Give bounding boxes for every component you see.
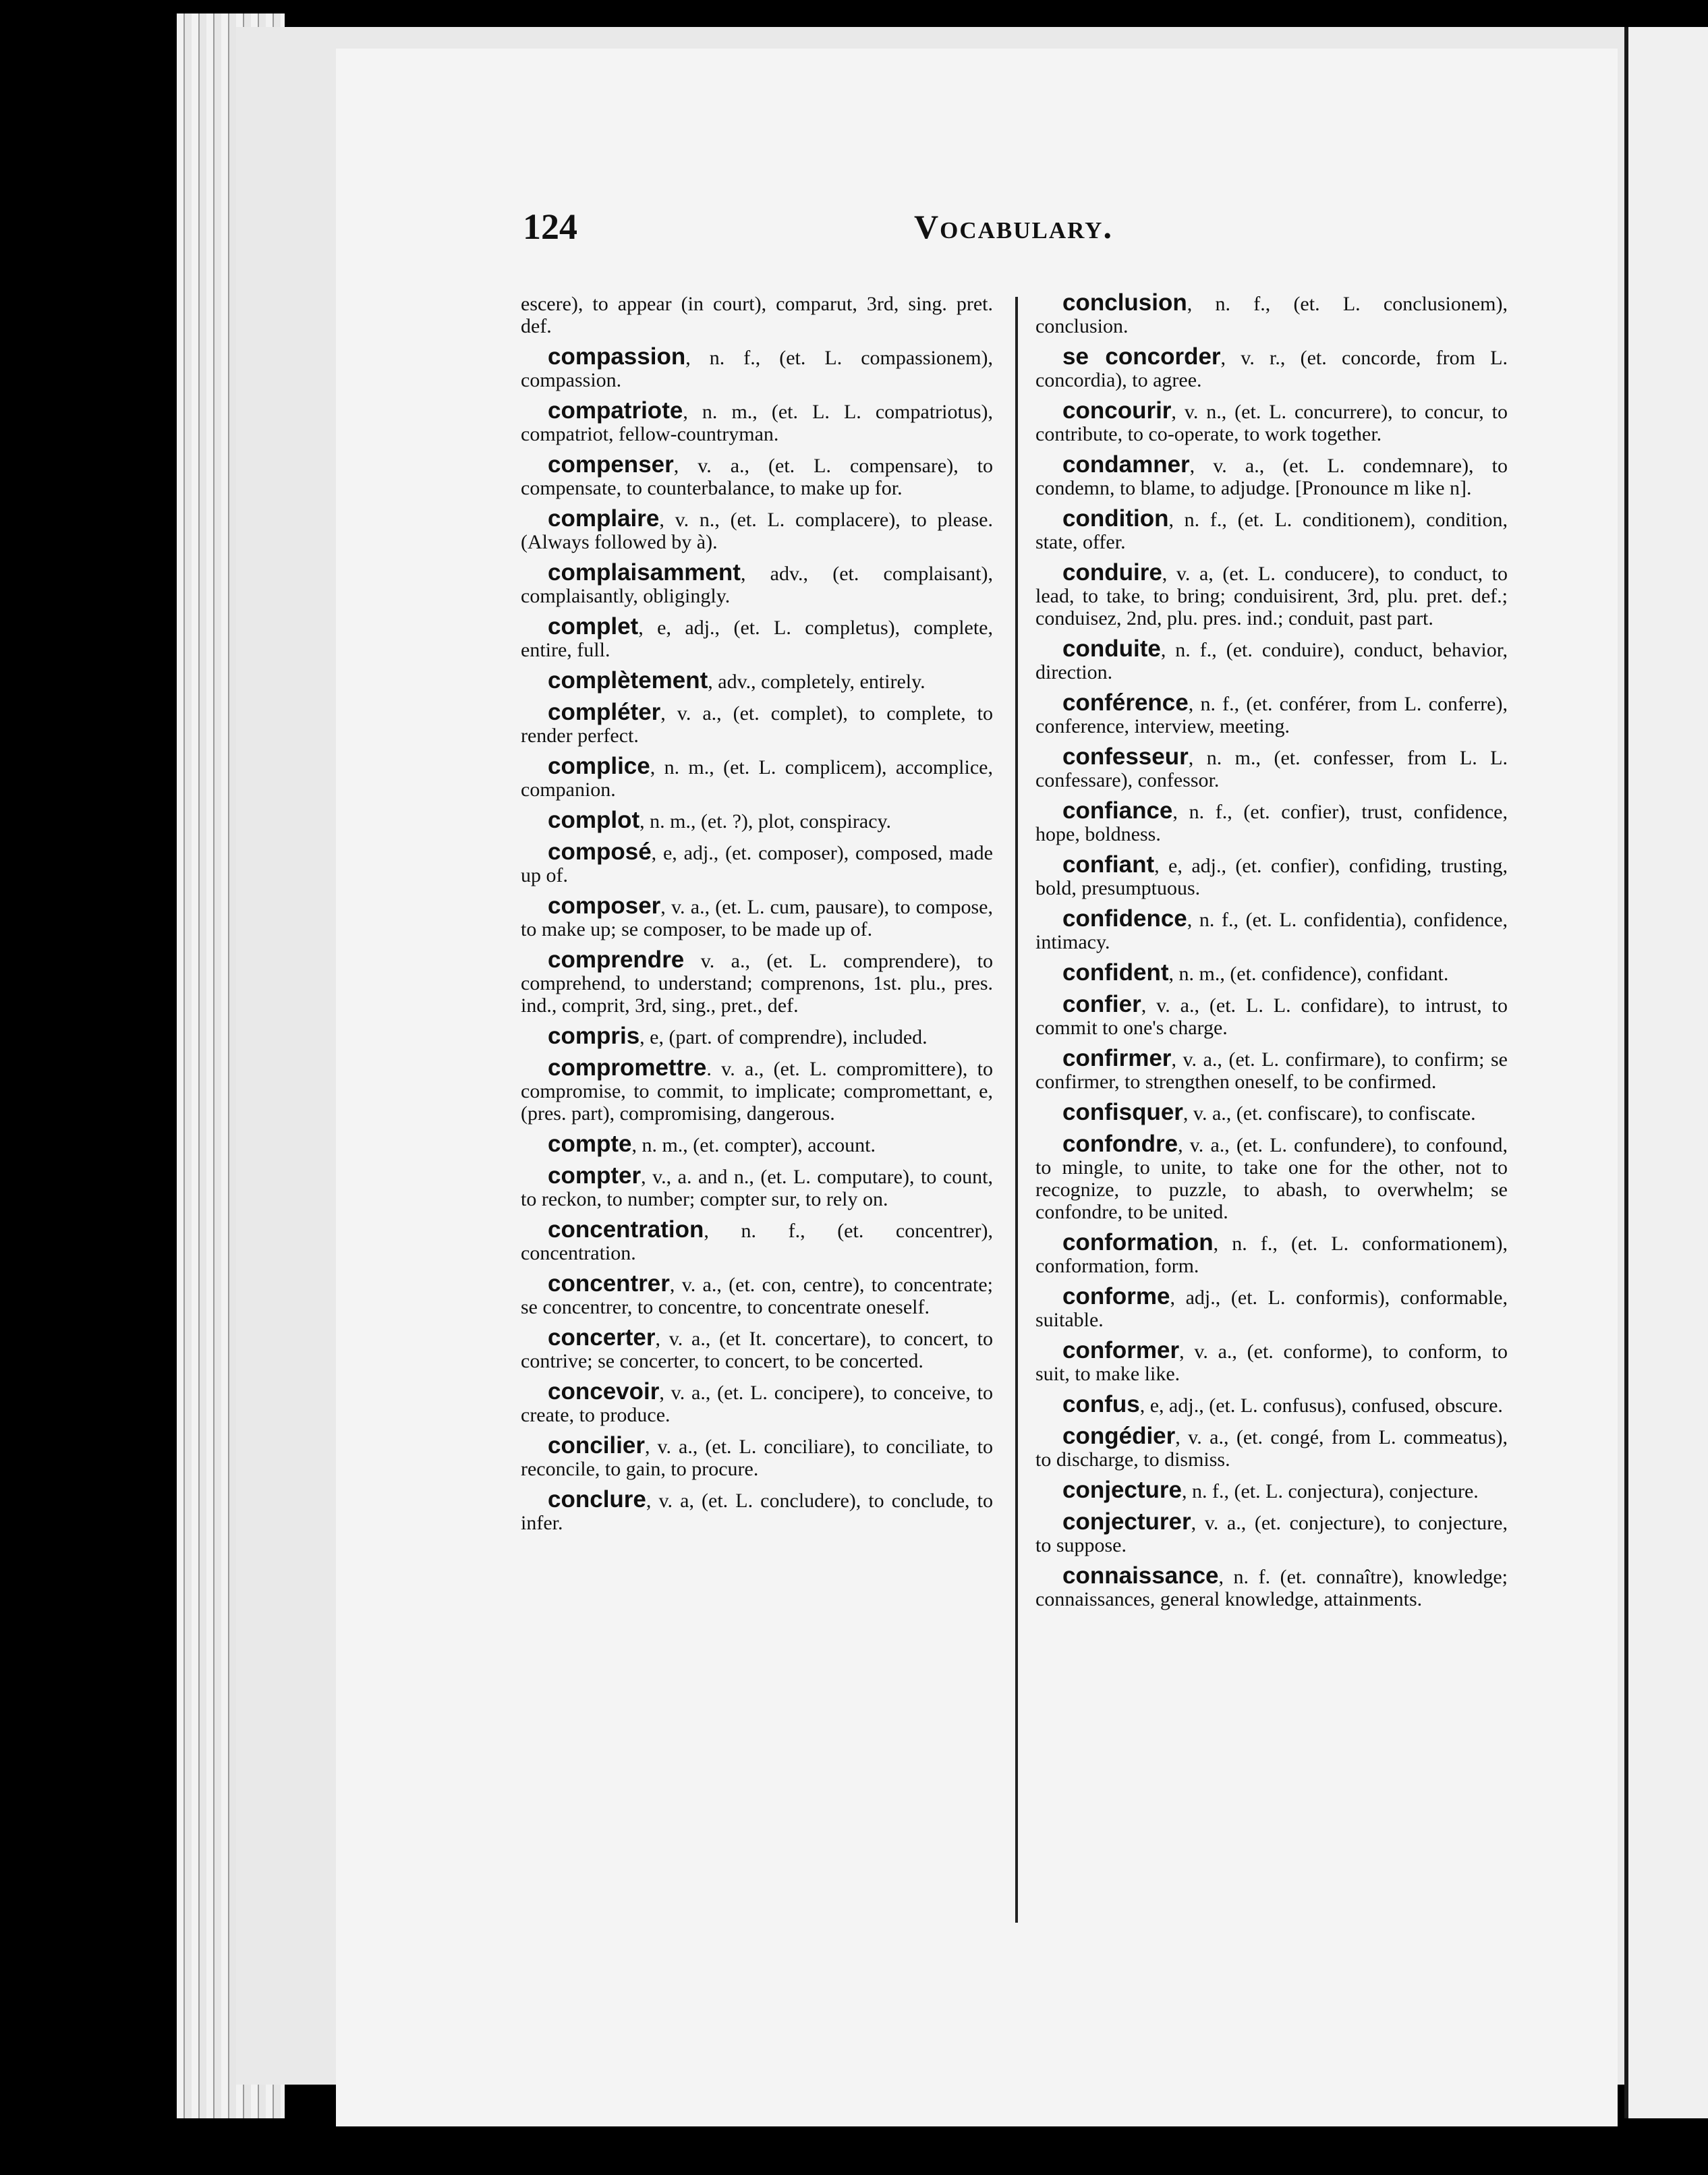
entry-headword: conduite — [1062, 635, 1161, 662]
entry-definition: , n. f. (et. connaître), knowledge; connaissances, general knowledge, attainments. — [1035, 1566, 1508, 1610]
entry-headword: confesseur — [1062, 743, 1189, 770]
entry-definition: , n. m., (et. confesser, from L. L. confessare), confessor. — [1035, 747, 1508, 791]
dictionary-entry — [1035, 507, 1508, 553]
dictionary-entry — [1035, 1564, 1508, 1610]
entry-definition: , n. f., (et. concentrer), concentration. — [521, 1220, 993, 1264]
dictionary-entry — [1035, 1133, 1508, 1223]
entry-definition: , n. f., (et. L. conformationem), conformation, form. — [1035, 1233, 1508, 1277]
dictionary-entry — [1035, 291, 1508, 337]
entry-headword: complice — [548, 753, 650, 779]
entry-definition: . v. a., (et. L. compromittere), to compromise, to commit, to implicate; compromettant, e, (pres. part), compromising, dangerous. — [521, 1058, 993, 1125]
entry-definition: , v. a., (et. con, centre), to concentrate; se concentrer, to concentre, to concentrate oneself. — [521, 1274, 993, 1318]
entry-definition: , v., a. and n., (et. L. computare), to count, to reckon, to number; compter sur, to rely on. — [521, 1166, 993, 1210]
dictionary-entry — [521, 615, 993, 661]
facing-page-edge — [1624, 27, 1708, 2118]
entry-headword: confus — [1062, 1391, 1140, 1417]
entry-headword: confiant — [1062, 851, 1155, 878]
dictionary-entry — [1035, 1285, 1508, 1331]
dictionary-entry — [521, 1326, 993, 1372]
entry-headword: compte — [548, 1131, 632, 1157]
entry-headword: confident — [1062, 959, 1169, 986]
entry-headword: conforme — [1062, 1283, 1170, 1309]
entry-headword: confiance — [1062, 797, 1173, 824]
entry-definition: , v. a, (et. L. conducere), to conduct, to lead, to take, to bring; conduisirent, 3rd, plu. pret. def.; conduisez, 2nd, plu. pres. ind.; conduit, past part. — [1035, 563, 1508, 629]
entry-headword: confisquer — [1062, 1099, 1183, 1125]
dictionary-entry — [1035, 1101, 1508, 1125]
entry-headword: compléter — [548, 699, 661, 725]
entry-definition: , n. m., (et. confidence), confidant. — [1168, 963, 1449, 985]
entry-headword: conjecture — [1062, 1477, 1182, 1503]
entry-headword: concentration — [548, 1216, 704, 1243]
dictionary-entry — [521, 1434, 993, 1480]
entry-headword: concentrer — [548, 1270, 670, 1297]
page-number: 124 — [523, 206, 577, 247]
entry-headword: connaissance — [1062, 1562, 1219, 1589]
entry-definition: , v. a., (et. congé, from L. commeatus), to discharge, to dismiss. — [1035, 1426, 1508, 1471]
dictionary-entry — [521, 1272, 993, 1318]
entry-definition: , n. f., (et. conférer, from L. conferre), conference, interview, meeting. — [1035, 693, 1508, 737]
entry-headword: concerter — [548, 1324, 656, 1351]
dictionary-entry — [1035, 1425, 1508, 1471]
dictionary-entry — [521, 949, 993, 1017]
dictionary-entry — [521, 895, 993, 940]
entry-headword: comprendre — [548, 947, 685, 973]
entry-definition: , e, adj., (et. composer), composed, made up of. — [521, 842, 993, 886]
dictionary-entry — [521, 453, 993, 499]
entry-definition: , v. a., (et. L. conciliare), to conciliate, to reconcile, to gain, to procure. — [521, 1436, 993, 1480]
dictionary-entry — [1035, 1339, 1508, 1385]
dictionary-entry — [1035, 1510, 1508, 1556]
entry-definition: , v. a., (et. complet), to complete, to render perfect. — [521, 702, 993, 747]
entry-headword: conduire — [1062, 559, 1162, 586]
dictionary-entry — [1035, 745, 1508, 791]
entry-definition: , adv., (et. complaisant), complaisantly, obligingly. — [521, 563, 993, 607]
entry-definition: , n. f., (et. conduire), conduct, behavior, direction. — [1035, 639, 1508, 683]
entry-headword: condamner — [1062, 451, 1190, 478]
entry-headword: confier — [1062, 991, 1141, 1017]
dictionary-entry — [1035, 1231, 1508, 1277]
dictionary-entry — [1035, 1479, 1508, 1502]
dictionary-entry — [1035, 993, 1508, 1039]
entry-definition: , v. a., (et. L. concipere), to conceive, to create, to produce. — [521, 1382, 993, 1426]
dictionary-entry — [1035, 907, 1508, 953]
entry-definition: , e, adj., (et. L. completus), complete, entire, full. — [521, 617, 993, 661]
entry-headword: composé — [548, 839, 652, 865]
entry-definition: , n. f., (et. confier), trust, confidence, hope, boldness. — [1035, 801, 1508, 845]
entry-definition: , v. n., (et. L. concurrere), to concur, to contribute, to co-operate, to work together. — [1035, 401, 1508, 445]
entry-headword: complet — [548, 613, 639, 640]
entry-definition: , v. a., (et. L. condemnare), to condemn, to blame, to adjudge. [Pronounce m like n]. — [1035, 455, 1508, 499]
dictionary-entry — [521, 1488, 993, 1534]
dictionary-entry — [1035, 561, 1508, 629]
entry-definition: , n. f., (et. L. conditionem), condition, state, offer. — [1035, 509, 1508, 553]
dictionary-entry — [521, 809, 993, 832]
entry-headword: condition — [1062, 505, 1169, 532]
dictionary-entry — [521, 1025, 993, 1048]
entry-headword: conclure — [548, 1486, 646, 1513]
entry-definition: , e, (part. of comprendre), included. — [639, 1026, 928, 1048]
right-column — [1035, 291, 1508, 1618]
entry-definition: , n. m., (et. L. L. compatriotus), compatriot, fellow-countryman. — [521, 401, 993, 445]
dictionary-entry — [1035, 799, 1508, 845]
entry-definition: , n. m., (et. compter), account. — [631, 1134, 876, 1156]
entry-definition: , n. m., (et. ?), plot, conspiracy. — [639, 810, 892, 832]
dictionary-entry — [1035, 691, 1508, 737]
entry-headword: concilier — [548, 1432, 645, 1459]
entry-definition: , n. f., (et. L. compassionem), compassion. — [521, 347, 993, 391]
entry-definition: , v. n., (et. L. complacere), to please. (Always followed by à). — [521, 509, 993, 553]
entry-headword: compenser — [548, 451, 674, 478]
dictionary-entry — [521, 701, 993, 747]
entry-headword: complot — [548, 807, 640, 833]
dictionary-entry — [521, 1164, 993, 1210]
entry-headword: compassion — [548, 343, 686, 370]
entry-definition: , v. a, (et. L. concludere), to conclude, to infer. — [521, 1490, 993, 1534]
entry-definition: , v. a., (et. confiscare), to confiscate. — [1183, 1102, 1476, 1125]
dictionary-entry — [1035, 853, 1508, 899]
entry-definition: , v. a., (et. L. cum, pausare), to compose, to make up; se composer, to be made up of. — [521, 896, 993, 940]
dictionary-entry — [1035, 399, 1508, 445]
dictionary-entry — [1035, 1047, 1508, 1093]
entry-headword: complètement — [548, 667, 708, 694]
entry-headword: complaisamment — [548, 559, 741, 586]
entry-definition: , e, adj., (et. confier), confiding, trusting, bold, presumptuous. — [1035, 855, 1508, 899]
page-title: Vocabulary. — [914, 208, 1113, 246]
entry-headword: conformation — [1062, 1229, 1214, 1255]
dictionary-entry — [1035, 453, 1508, 499]
entry-headword: confidence — [1062, 905, 1187, 932]
entry-headword: conférence — [1062, 689, 1189, 716]
entry-definition: , n. m., (et. L. complicem), accomplice, companion. — [521, 756, 993, 801]
entry-headword: concourir — [1062, 397, 1172, 424]
dictionary-entry — [521, 1380, 993, 1426]
entry-definition: , n. f., (et. L. confidentia), confidence, intimacy. — [1035, 909, 1508, 953]
entry-definition: v. a., (et. L. comprendere), to comprehend, to understand; comprenons, 1st. plu., pres. ind., comprit, 3rd, sing., pret., def. — [521, 950, 993, 1017]
entry-definition: , v. r., (et. concorde, from L. concordia), to agree. — [1035, 347, 1508, 391]
entry-definition: , v. a., (et. L. L. confidare), to intrust, to commit to one's charge. — [1035, 994, 1508, 1039]
dictionary-entry — [521, 561, 993, 607]
entry-headword: compter — [548, 1162, 642, 1189]
dictionary-entry — [521, 507, 993, 553]
entry-headword: se concorder — [1062, 343, 1221, 370]
entry-definition: , n. f., (et. L. conclusionem), conclusion. — [1035, 293, 1508, 337]
entry-definition: , adv., completely, entirely. — [708, 671, 926, 693]
dictionary-entry — [1035, 345, 1508, 391]
entry-definition: , v. a., (et. L. confundere), to confound, to mingle, to unite, to take one for the other, not to recognize, to puzzle, to abash, to overwhelm; se confondre, to be united. — [1035, 1134, 1508, 1223]
column-divider — [1015, 297, 1018, 1923]
entry-definition: , v. a., (et. conjecture), to conjecture, to suppose. — [1035, 1512, 1508, 1556]
dictionary-entry — [521, 1056, 993, 1125]
entry-headword: compromettre — [548, 1054, 707, 1081]
dictionary-entry — [521, 1218, 993, 1264]
dictionary-entry — [521, 291, 993, 337]
dictionary-entry — [521, 1133, 993, 1156]
entry-definition: , v. a., (et It. concertare), to concert, to contrive; se concerter, to concert, to be concerted. — [521, 1328, 993, 1372]
running-head — [523, 206, 1130, 260]
entry-definition: , v. a., (et. L. compensare), to compensate, to counterbalance, to make up for. — [521, 455, 993, 499]
entry-headword: compris — [548, 1023, 640, 1049]
entry-headword: confirmer — [1062, 1045, 1172, 1071]
dictionary-entry — [521, 669, 993, 693]
dictionary-entry — [521, 399, 993, 445]
entry-definition: escere), to appear (in court), comparut, 3rd, sing. pret. def. — [521, 293, 993, 337]
dictionary-entry — [521, 755, 993, 801]
entry-headword: compatriote — [548, 397, 683, 424]
dictionary-entry — [1035, 961, 1508, 985]
entry-definition: , e, adj., (et. L. confusus), confused, obscure. — [1139, 1394, 1503, 1417]
entry-definition: , v. a., (et. conforme), to conform, to suit, to make like. — [1035, 1340, 1508, 1385]
entry-headword: composer — [548, 893, 661, 919]
entry-definition: , v. a., (et. L. confirmare), to confirm; se confirmer, to strengthen oneself, to be confirmed. — [1035, 1048, 1508, 1093]
entry-headword: conformer — [1062, 1337, 1180, 1363]
left-column — [521, 291, 993, 1542]
entry-definition: , adj., (et. L. conformis), conformable, suitable. — [1035, 1287, 1508, 1331]
entry-definition: , n. f., (et. L. conjectura), conjecture. — [1182, 1480, 1479, 1502]
entry-headword: congédier — [1062, 1423, 1176, 1449]
entry-headword: concevoir — [548, 1378, 660, 1405]
entry-headword: complaire — [548, 505, 660, 532]
dictionary-entry — [521, 345, 993, 391]
dictionary-entry — [521, 841, 993, 886]
dictionary-entry — [1035, 635, 1508, 683]
entry-headword: conclusion — [1062, 289, 1187, 316]
entry-headword: confondre — [1062, 1131, 1178, 1157]
entry-headword: conjecturer — [1062, 1508, 1191, 1535]
dictionary-entry — [1035, 1393, 1508, 1417]
